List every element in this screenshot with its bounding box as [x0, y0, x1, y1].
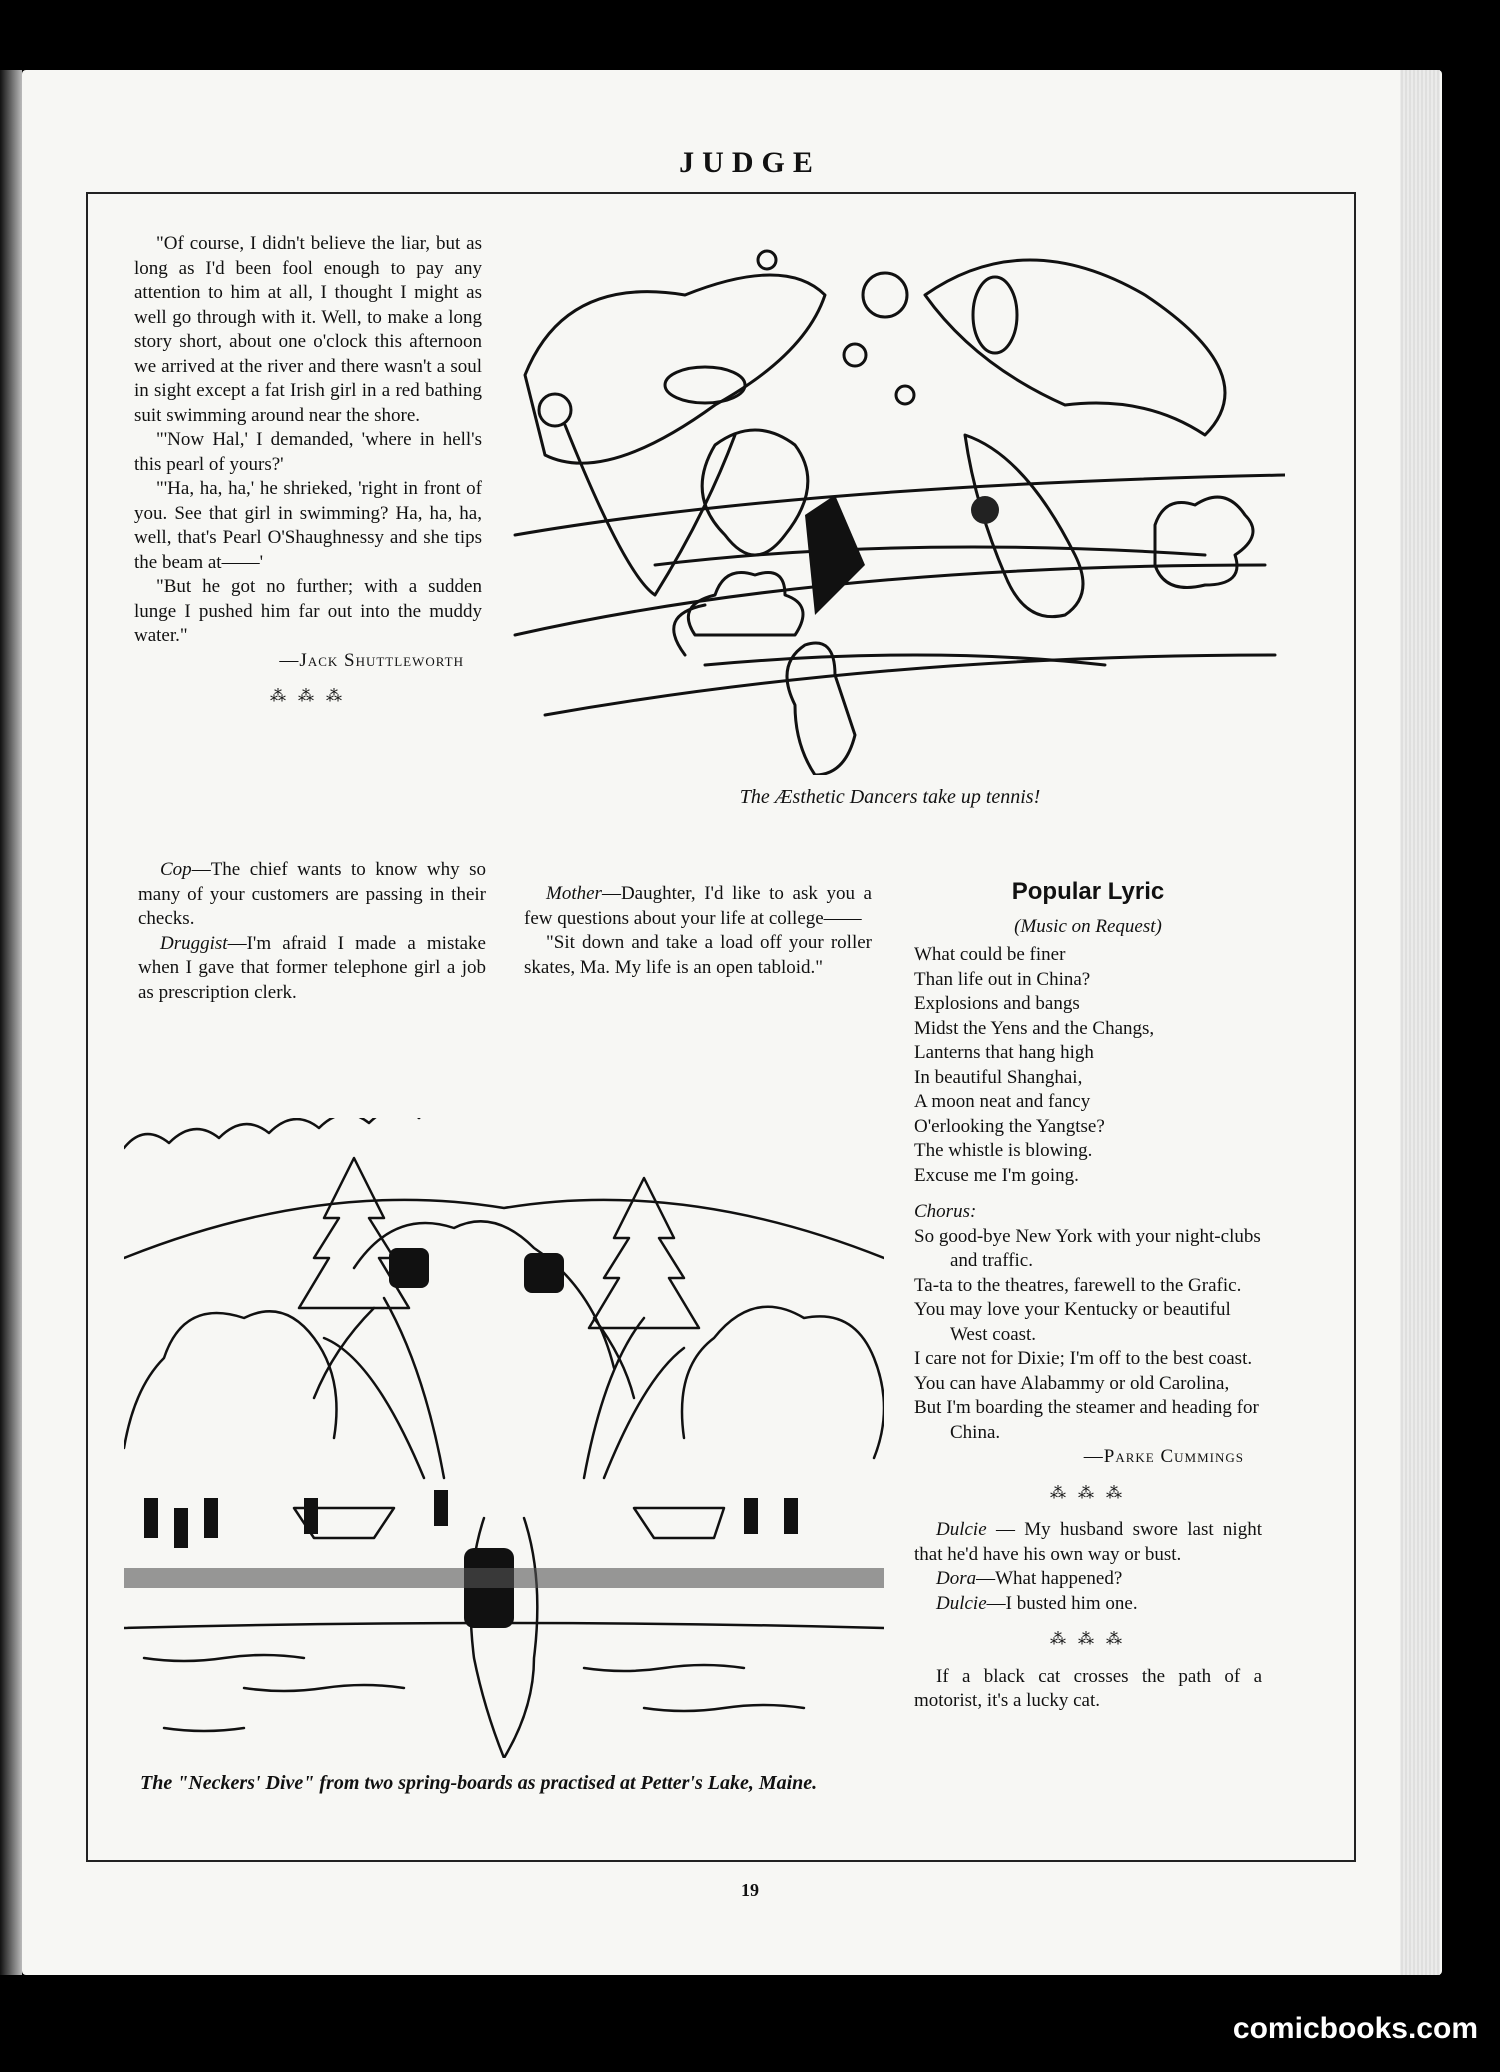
chorus-line: You can have Alabammy or old Carolina,	[914, 1372, 1230, 1394]
ornament: ⁂ ⁂ ⁂	[1050, 1631, 1126, 1648]
water-ripple	[144, 1655, 804, 1731]
cat-joke: If a black cat crosses the path of a motorist, it's a lucky cat.	[914, 1665, 1262, 1711]
dancer-hair	[971, 496, 999, 524]
chorus-label: Chorus:	[914, 1201, 977, 1222]
speaker-dora: Dora	[936, 1568, 977, 1589]
spectator-figure	[204, 1498, 218, 1538]
speaker-cop: Cop	[160, 859, 192, 880]
verse-line: Than life out in China?	[914, 968, 1091, 990]
verse-line: O'erlooking the Yangtse?	[914, 1115, 1105, 1137]
verse-line: The whistle is blowing.	[914, 1140, 1093, 1161]
page-number: 19	[741, 1880, 759, 1900]
spectator-figure	[784, 1498, 798, 1534]
verse-line: A moon neat and fancy	[914, 1091, 1091, 1112]
splash-ray	[384, 1298, 444, 1478]
cop-joke	[138, 858, 486, 1005]
diver-suits	[389, 1248, 429, 1288]
druggist-line: —I'm afraid I made a mistake when I gave that former telephone girl a job as prescription clerk.	[138, 932, 486, 1003]
chorus-line: So good-bye New York with your night-clubs and traffic.	[914, 1225, 1261, 1271]
bushes	[682, 1307, 884, 1458]
verse-line: Midst the Yens and the Changs,	[914, 1017, 1155, 1039]
diving-couple	[314, 1221, 634, 1398]
story-signature: —Jack Shuttleworth	[279, 649, 464, 671]
book-gutter	[0, 70, 22, 1975]
chorus-line: Ta-ta to the theatres, farewell to the Grafic.	[914, 1274, 1242, 1296]
story-paragraph: "But he got no further; with a sudden lunge I pushed him far out into the muddy water."	[134, 576, 482, 646]
chorus-line: I care not for Dixie; I'm off to the best coast.	[914, 1348, 1253, 1369]
ornament: ⁂ ⁂ ⁂	[270, 688, 346, 705]
dive-caption: The "Neckers' Dive" from two spring-boards as practised at Petter's Lake, Maine.	[140, 1772, 818, 1794]
mother-joke	[524, 882, 872, 980]
spectator-figure	[304, 1498, 318, 1534]
dulcie-line: — My husband swore last night that he'd have his own way or bust.	[914, 1519, 1262, 1565]
daughter-line: "Sit down and take a load off your roller skates, Ma. My life is an open tabloid."	[524, 932, 872, 978]
tennis-ball-icon	[844, 344, 866, 366]
diver-suits	[524, 1253, 564, 1293]
cop-line: —The chief wants to know why so many of your customers are passing in their checks.	[138, 859, 486, 929]
cloud	[1155, 497, 1253, 588]
racket-icon	[665, 367, 745, 403]
masthead: JUDGE	[679, 146, 821, 179]
scarf	[925, 260, 1225, 435]
lyric-title: Popular Lyric	[1011, 878, 1165, 905]
chorus-line: But I'm boarding the steamer and heading for China.	[914, 1397, 1259, 1443]
dora-line: —What happened?	[976, 1568, 1123, 1589]
court-line	[515, 565, 1265, 635]
story-paragraph: "'Ha, ha, ha,' he shrieked, 'right in front of you. See that girl in swimming? Ha, ha, ha, well, that's Pearl O'Shaughnessy and she tips the beam at——'	[134, 478, 482, 573]
lyric-column	[914, 880, 1262, 1714]
speaker-dulcie: Dulcie	[936, 1592, 987, 1614]
cloud-border	[124, 1118, 814, 1148]
story-paragraph: "Of course, I didn't believe the liar, but as long as I'd been fool enough to pay any attention to him at all, I thought I might as well go through with it. Well, to make a long story short, about one o'clock this afternoon we arrived at the river and there wasn't a soul in sight except a fat Irish girl in a red bathing suit swimming around near the shore.	[134, 233, 482, 426]
lyric-signature: —Parke Cummings	[1083, 1446, 1244, 1467]
spectator-figure	[144, 1498, 158, 1538]
spectator-figure	[787, 643, 855, 775]
tennis-ball-icon	[758, 251, 776, 269]
tennis-caption: The Æsthetic Dancers take up tennis!	[739, 786, 1041, 808]
springboard	[634, 1508, 724, 1538]
dancer-figure	[965, 435, 1083, 617]
speaker-dulcie: Dulcie	[936, 1519, 987, 1540]
speaker-mother: Mother	[546, 883, 602, 904]
diving-cartoon	[124, 1118, 884, 1758]
verse-line: Excuse me I'm going.	[914, 1164, 1079, 1186]
page-edges	[1400, 70, 1440, 1975]
watermark: comicbooks.com	[1232, 2012, 1478, 2045]
shoreline	[124, 1568, 884, 1588]
spectator-figure	[174, 1508, 188, 1548]
tennis-ball-icon	[896, 386, 914, 404]
tennis-cartoon	[505, 235, 1285, 775]
hills	[124, 1200, 884, 1258]
splash-ray	[324, 1338, 424, 1478]
story-paragraph: "'Now Hal,' I demanded, 'where in hell's this pearl of yours?'	[134, 429, 482, 475]
spectator-figure	[744, 1498, 758, 1534]
tennis-ball-icon	[539, 394, 571, 426]
tennis-ball-icon	[863, 273, 907, 317]
dancer-figure	[702, 430, 808, 555]
dancer-dress	[805, 495, 865, 615]
ornament: ⁂ ⁂ ⁂	[1050, 1484, 1126, 1502]
verse-line: In beautiful Shanghai,	[914, 1066, 1083, 1088]
mother-line: —Daughter, I'd like to ask you a few questions about your life at college——	[524, 883, 872, 929]
racket-icon	[973, 277, 1017, 353]
verse-line: Lanterns that hang high	[914, 1042, 1094, 1063]
dulcie-line: —I busted him one.	[986, 1592, 1138, 1614]
net-bottom	[705, 655, 1105, 665]
verse-line: Explosions and bangs	[914, 993, 1080, 1014]
lyric-subtitle: (Music on Request)	[1014, 915, 1162, 937]
story-column	[134, 232, 482, 722]
verse-line: What could be finer	[914, 944, 1066, 965]
bushes	[124, 1311, 337, 1448]
drapery	[565, 425, 735, 595]
spectator-figure	[434, 1490, 448, 1526]
court-line	[545, 655, 1275, 715]
chorus-line: You may love your Kentucky or beautiful West coast.	[914, 1299, 1231, 1345]
speaker-druggist: Druggist	[160, 932, 228, 954]
